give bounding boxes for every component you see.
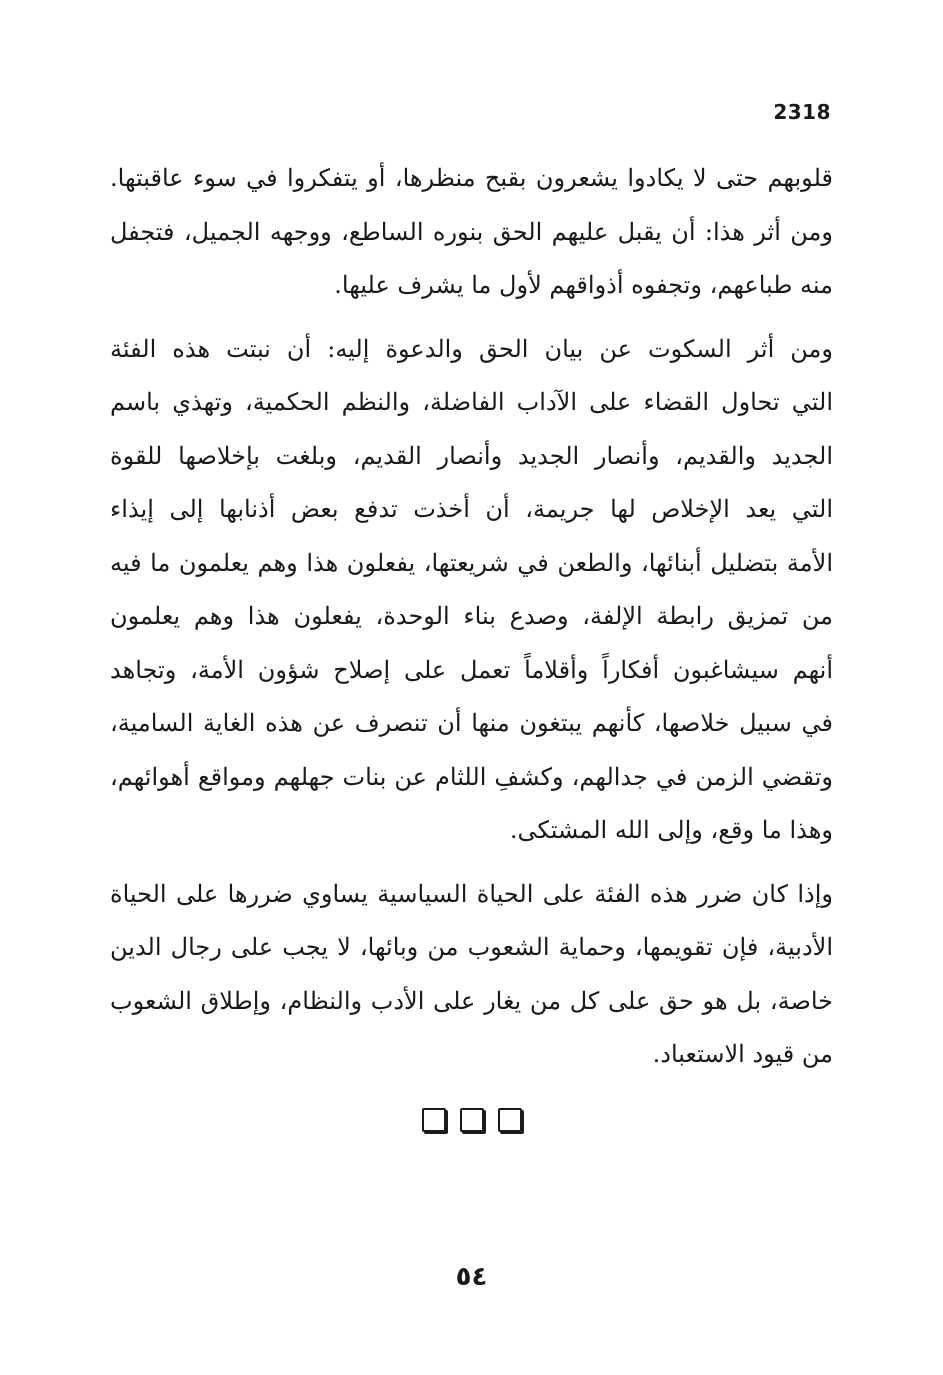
text-line: في سبيل خلاصها، كأنهم يبتغون منها أن تنصرف عن هذه الغاية السامية، xyxy=(110,709,833,737)
text-line: من تمزيق رابطة الإلفة، وصدع بناء الوحدة، يفعلون هذا وهم يعلمون xyxy=(110,602,833,630)
page-number-bottom: ٥٤ xyxy=(455,1262,488,1292)
text-line: التي تحاول القضاء على الآداب الفاضلة، والنظم الحكمية، وتهذي باسم xyxy=(110,388,833,416)
text-line: الأدبية، فإن تقويمها، وحماية الشعوب من وبائها، لا يجب على رجال الدين xyxy=(110,933,833,961)
square-ornament-icon xyxy=(422,1108,446,1132)
text-line: التي يعد الإخلاص لها جريمة، أن أخذت تدفع بعض أذنابها إلى إيذاء xyxy=(110,495,833,523)
text-line: منه طباعهم، وتجفوه أذواقهم لأول ما يشرف عليها. xyxy=(334,271,833,299)
text-line: خاصة، بل هو حق على كل من يغار على الأدب والنظام، وإطلاق الشعوب xyxy=(110,986,833,1015)
text-line: الأمة بتضليل أبنائها، والطعن في شريعتها، يفعلون هذا وهم يعلمون ما فيه xyxy=(110,548,833,577)
text-line: الجديد والقديم، وأنصار الجديد وأنصار القديم، وبلغت بإخلاصها للقوة xyxy=(110,441,833,470)
text-line: ومن أثر هذا: أن يقبل عليهم الحق بنوره الساطع، ووجهه الجميل، فتجفل xyxy=(110,217,833,246)
page-body xyxy=(110,152,833,1082)
page-number-top: 2318 xyxy=(773,100,831,124)
section-end-ornament xyxy=(0,1108,943,1132)
square-ornament-icon xyxy=(460,1108,484,1132)
paragraph-1 xyxy=(110,152,833,313)
text-line: من قيود الاستعباد. xyxy=(652,1040,833,1068)
paragraph-2 xyxy=(110,323,833,858)
square-ornament-icon xyxy=(498,1108,522,1132)
text-line: وهذا ما وقع، وإلى الله المشتكى. xyxy=(509,816,833,844)
text-line: وتقضي الزمن في جدالهم، وكشفِ اللثام عن بنات جهلهم ومواقع أهوائهم، xyxy=(110,762,833,791)
text-line: أنهم سيشاغبون أفكاراً وأقلاماً تعمل على إصلاح شؤون الأمة، وتجاهد xyxy=(110,655,833,684)
text-line: وإذا كان ضرر هذه الفئة على الحياة السياسية يساوي ضررها على الحياة xyxy=(110,879,833,908)
paragraph-3 xyxy=(110,868,833,1082)
text-line: ومن أثر السكوت عن بيان الحق والدعوة إليه: أن نبتت هذه الفئة xyxy=(110,334,833,363)
text-line: قلوبهم حتى لا يكادوا يشعرون بقبح منظرها، أو يتفكروا في سوء عاقبتها. xyxy=(110,164,833,192)
